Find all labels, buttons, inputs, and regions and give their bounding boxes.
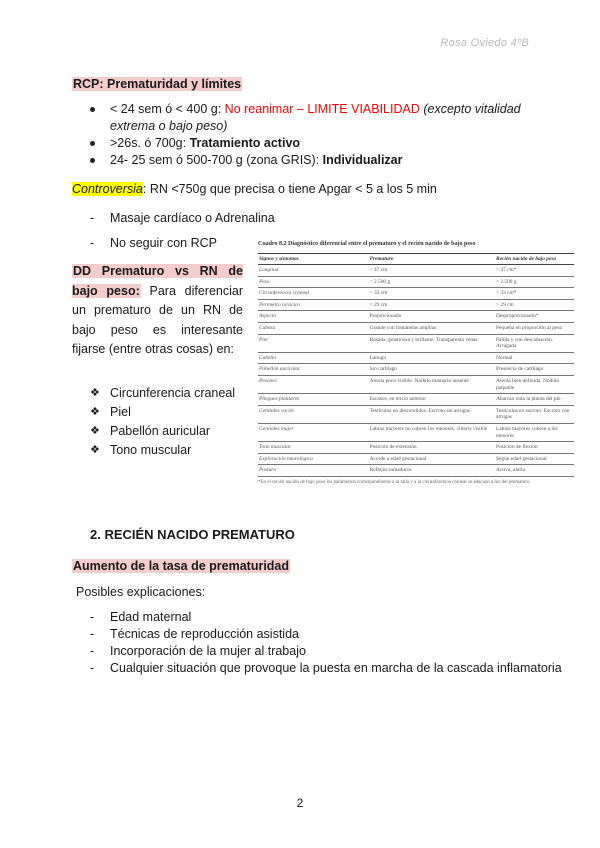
table-cell: Testículos no descendidos. Escroto sin arrugas xyxy=(369,405,495,423)
rcp-bullet-list xyxy=(73,101,543,169)
diagnostic-table xyxy=(258,241,574,485)
diamond-bullet-icon: ❖ xyxy=(90,406,100,418)
table-cell: Posición de flexión xyxy=(495,442,574,454)
explicacion-item: - Edad maternal xyxy=(90,610,192,624)
table-cell: Circunferencia craneal xyxy=(258,288,369,300)
prematuridad-subheading: Aumento de la tasa de prematuridad xyxy=(73,559,290,573)
dd-item: ❖ Piel xyxy=(73,403,235,422)
table-row xyxy=(258,311,574,323)
diamond-bullet-icon: ❖ xyxy=(90,387,100,399)
table-cell: Genitales varón xyxy=(258,405,369,423)
table-cell: Longitud xyxy=(258,265,369,277)
controversia-dash-list xyxy=(73,210,275,252)
table-row xyxy=(258,276,574,288)
table-row xyxy=(258,375,574,393)
diamond-bullet-icon: ❖ xyxy=(90,444,100,456)
table-cell: Posición de extensión xyxy=(369,442,495,454)
table-row xyxy=(258,364,574,376)
table-cell: Areola bien definida. Nódulo palpable xyxy=(495,375,574,393)
table-cell: Piel xyxy=(258,334,369,352)
bullet-icon xyxy=(90,141,95,146)
table-row xyxy=(258,394,574,406)
table-cell: Acorde a edad gestacional xyxy=(369,453,495,465)
table-footnote: *En el recién nacido de bajo peso los parámetros correspondientes a la talla y a la circunferencia craneal se adecuan a los del prematuro. xyxy=(258,479,531,485)
rcp-bullet-1: < 24 sem ó < 400 g: No reanimar – LIMITE VIABILIDAD (excepto vitalidad extrema o bajo peso) xyxy=(73,101,543,135)
controversia-text: : RN <750g que precisa o tiene Apgar < 5 a los 5 min xyxy=(142,182,437,196)
table-row xyxy=(258,265,574,277)
rcp-bullet-2: >26s. ó 700g: Tratamiento activo xyxy=(73,135,543,152)
dd-item: ❖ Pabellón auricular xyxy=(73,422,235,441)
table-cell: < 47 cm xyxy=(369,265,495,277)
table-row xyxy=(258,288,574,300)
table-cell: Activa, alerta xyxy=(495,465,574,477)
dd-paragraph xyxy=(72,262,243,360)
table-cell: Exploración neurológica xyxy=(258,453,369,465)
prematuridad-subheading-wrap xyxy=(72,557,290,575)
table-cell: Pezones xyxy=(258,375,369,393)
table-cell: > 29 cm xyxy=(495,299,574,311)
explicacion-item: - Técnicas de reproducción asistida xyxy=(90,627,299,641)
table-row xyxy=(258,465,574,477)
table-cell: > 47 cm* xyxy=(495,265,574,277)
section2-heading: 2. RECIÉN NACIDO PREMATURO xyxy=(90,527,295,542)
table-cell: Pequeña en proporción al peso xyxy=(495,322,574,334)
page-number: 2 xyxy=(296,796,304,810)
bullet-icon xyxy=(90,107,95,112)
section-rcp xyxy=(72,75,242,93)
dd-list xyxy=(73,384,235,460)
rcp-heading: RCP: Prematuridad y límites xyxy=(73,77,242,91)
table-cell: Rosada, gelatinosa y brillante. Transparenta venas xyxy=(369,334,495,352)
table-cell: Normal xyxy=(495,352,574,364)
table-cell: Labios mayores cubren a los menores xyxy=(495,423,574,441)
table-row xyxy=(258,442,574,454)
table-row xyxy=(258,423,574,441)
table-caption: Cuadro 8.2 Diagnóstico diferencial entre el prematuro y el recién nacido de bajo peso xyxy=(258,241,476,247)
table-cell: Grande con fontanelas amplias xyxy=(369,322,495,334)
table-cell: Tono muscular xyxy=(258,442,369,454)
table-cell: Lanugo xyxy=(369,352,495,364)
table-cell: Labios mayores no cubren los menores, clítoris visible xyxy=(369,423,495,441)
table-cell: Cabeza xyxy=(258,322,369,334)
posibles-intro: Posibles explicaciones: xyxy=(76,585,206,599)
diamond-bullet-icon: ❖ xyxy=(90,425,100,437)
table-cell: Proporcionado xyxy=(369,311,495,323)
controversia-line xyxy=(72,181,437,198)
table-cell: Cabello xyxy=(258,352,369,364)
explicacion-item: - Incorporación de la mujer al trabajo xyxy=(90,644,306,658)
table-cell: < 2.500 g xyxy=(369,276,495,288)
author-header: Rosa Oviedo 4ºB xyxy=(440,37,529,49)
dash-item: - No seguir con RCP xyxy=(90,236,217,250)
table-cell: < 33 cm xyxy=(369,288,495,300)
table-cell: Areola poco visible. Nódulo mamario ausente xyxy=(369,375,495,393)
table-header-cell: Prematuro xyxy=(369,254,495,265)
explicacion-item: - Cualquier situación que provoque la puesta en marcha de la cascada inflamatoria xyxy=(90,661,562,675)
dd-text: Para diferenciar un prematuro de un RN de bajo peso es interesante fijarse (entre otras cosas) en: xyxy=(72,283,243,356)
dd-heading: DD Prematuro vs RN de bajo peso: xyxy=(72,264,243,298)
table-row xyxy=(258,352,574,364)
table-header-cell: Recién nacido de bajo peso xyxy=(495,254,574,265)
table-cell: > 33 cm* xyxy=(495,288,574,300)
table-cell: Testículos en escroto. Escroto con arrugas xyxy=(495,405,574,423)
table-cell: Desproporcionado* xyxy=(495,311,574,323)
table-cell: Presencia de cartílago xyxy=(495,364,574,376)
controversia-label: Controversia xyxy=(72,182,143,196)
table-header-row xyxy=(258,254,574,265)
table-row xyxy=(258,405,574,423)
table-cell: Aspecto xyxy=(258,311,369,323)
table-cell: < 2.500 g xyxy=(495,276,574,288)
table-row xyxy=(258,322,574,334)
table-row xyxy=(258,299,574,311)
table-cell: Pabellón auricular xyxy=(258,364,369,376)
dd-item: ❖ Circunferencia craneal xyxy=(73,384,235,403)
table-cell: Postura xyxy=(258,465,369,477)
table-cell: < 29 cm xyxy=(369,299,495,311)
explicaciones-list xyxy=(73,609,573,677)
table-cell: Escasos, en tercio anterior xyxy=(369,394,495,406)
table-row xyxy=(258,453,574,465)
table-cell: Peso xyxy=(258,276,369,288)
table-header-cell: Signos y síntomas xyxy=(258,254,369,265)
table-cell: Perímetro torácico xyxy=(258,299,369,311)
table-cell: Reflejos inmaduros xyxy=(369,465,495,477)
bullet-icon xyxy=(90,158,95,163)
table-cell: Pálida y con descamación. Arrugada xyxy=(495,334,574,352)
dd-item: ❖ Tono muscular xyxy=(73,441,235,460)
table-cell: Según edad gestacional xyxy=(495,453,574,465)
table-cell: Sin cartílago xyxy=(369,364,495,376)
rcp-bullet-3: 24- 25 sem ó 500-700 g (zona GRIS): Individualizar xyxy=(73,152,543,169)
table-row xyxy=(258,334,574,352)
dash-item: - Masaje cardíaco o Adrenalina xyxy=(90,211,275,225)
table-cell: Genitales mujer xyxy=(258,423,369,441)
table-cell: Pliegues plantares xyxy=(258,394,369,406)
table-cell: Abarcan toda la planta del pie xyxy=(495,394,574,406)
